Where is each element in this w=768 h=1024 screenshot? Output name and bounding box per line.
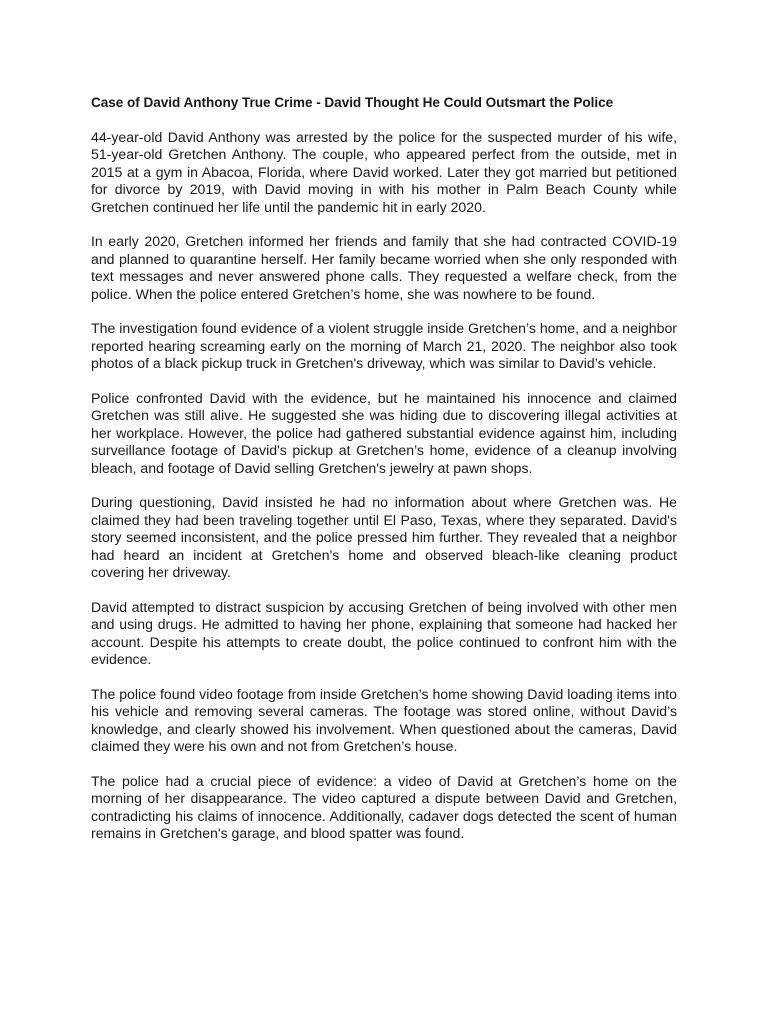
paragraph-disappearance: In early 2020, Gretchen informed her friends and family that she had contracted COVID-19 and planned to quarantine herself. Her family became worried when she only responded with text messages and never answered phone calls. They requested a welfare check, from the police. When the police entered Gretchen’s home, she was nowhere to be found.	[91, 233, 677, 302]
paragraph-questioning: During questioning, David insisted he had no information about where Gretchen was. He claimed they had been traveling together until El Paso, Texas, where they separated. David's story seemed inconsistent, and the police pressed him further. They revealed that a neighbor had heard an incident at Gretchen's home and observed bleach-like cleaning product covering her driveway.	[91, 494, 677, 580]
paragraph-investigation: The investigation found evidence of a violent struggle inside Gretchen’s home, and a neighbor reported hearing screaming early on the morning of March 21, 2020. The neighbor also took photos of a black pickup truck in Gretchen's driveway, which was similar to David’s vehicle.	[91, 320, 677, 371]
document-body	[91, 94, 677, 860]
paragraph-distraction: David attempted to distract suspicion by accusing Gretchen of being involved with other men and using drugs. He admitted to having her phone, explaining that someone had hacked her account. Despite his attempts to create doubt, the police continued to confront him with the evidence.	[91, 598, 677, 667]
document-title: Case of David Anthony True Crime - David Thought He Could Outsmart the Police	[91, 95, 614, 110]
paragraph-video-footage: The police found video footage from inside Gretchen’s home showing David loading items into his vehicle and removing several cameras. The footage was stored online, without David’s knowledge, and clearly showed his involvement. When questioned about the cameras, David claimed they were his own and not from Gretchen’s house.	[91, 685, 677, 754]
paragraph-confrontation: Police confronted David with the evidence, but he maintained his innocence and claimed Gretchen was still alive. He suggested she was hiding due to discovering illegal activities at her workplace. However, the police had gathered substantial evidence against him, including surveillance footage of David's pickup at Gretchen’s home, evidence of a cleanup involving bleach, and footage of David selling Gretchen's jewelry at pawn shops.	[91, 389, 677, 476]
paragraph-crucial-evidence: The police had a crucial piece of evidence: a video of David at Gretchen’s home on the morning of her disappearance. The video captured a dispute between David and Gretchen, contradicting his claims of innocence. Additionally, cadaver dogs detected the scent of human remains in Gretchen's garage, and blood spatter was found.	[91, 772, 677, 841]
paragraph-arrest: 44-year-old David Anthony was arrested by the police for the suspected murder of his wife, 51-year-old Gretchen Anthony. The couple, who appeared perfect from the outside, met in 2015 at a gym in Abacoa, Florida, where David worked. Later they got married but petitioned for divorce by 2019, with David moving in with his mother in Palm Beach County while Gretchen continued her life until the pandemic hit in early 2020.	[91, 128, 677, 215]
